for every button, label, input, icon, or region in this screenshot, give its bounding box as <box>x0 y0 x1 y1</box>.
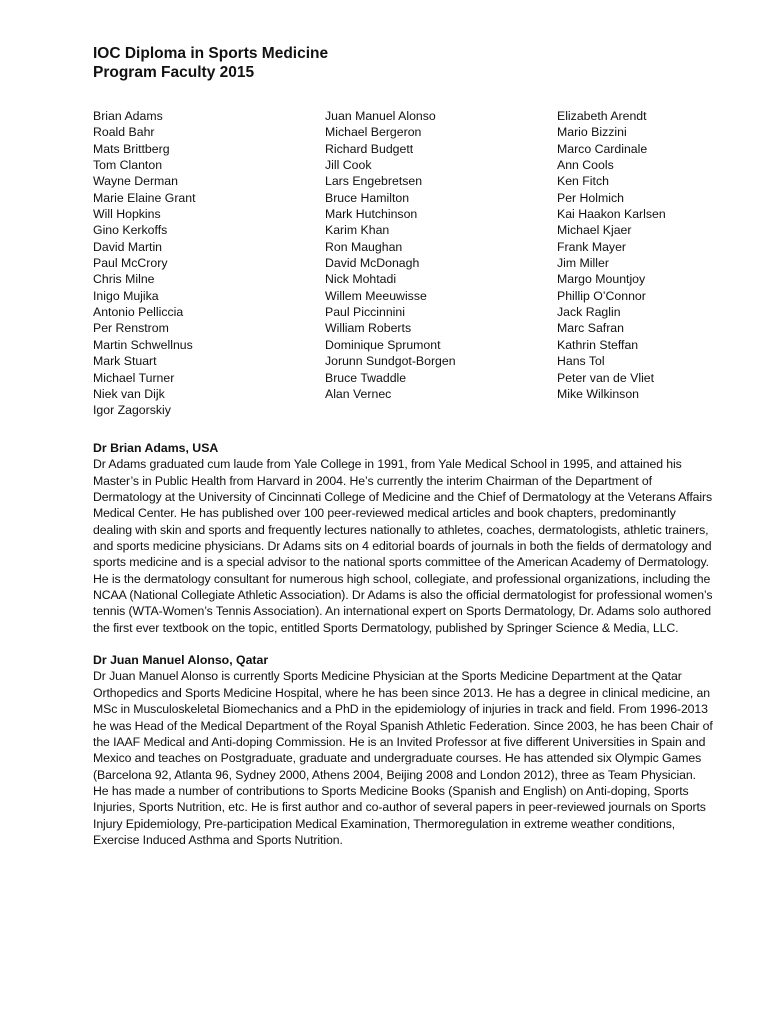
faculty-name: Paul Piccinnini <box>325 305 405 320</box>
faculty-name: Mike Wilkinson <box>557 386 639 401</box>
bio-text: Dr Juan Manuel Alonso is currently Sports Medicine Physician at the Sports Medicine Department at the Qatar Orthopedics and Sports Medicine Hospital, where he has been since 2013. He has a degree in clinical medicine, an MSc in Musculoskeletal Biomechanics and a PhD in the epidemiology of injuries in track and field. From 1996-2013 he was Head of the Medical Department of the Royal Spanish Athletic Federation. Since 2003, he has been Chair of the IAAF Medical and Anti-doping Commission. He is an Invited Professor at five different Universities in Spain and Mexico and teaches on Postgraduate, graduate and undergraduate courses. He has attended six Olympic Games (Barcelona 92, Atlanta 96, Sydney 2000, Athens 2004, Beijing 2008 and London 2012), three as Team Physician. He has made a number of contributions to Sports Medicine Books (Spanish and English) on Anti-doping, Sports Injuries, Sports Nutrition, etc. He is first author and co-author of several papers in peer-reviewed journals on Sports Injury Epidemiology, Pre-participation Medical Examination, Thermoregulation in extreme weather conditions, Exercise Induced Asthma and Sports Nutrition. <box>93 669 713 847</box>
faculty-name: Martin Schwellnus <box>93 337 193 352</box>
faculty-name: Gino Kerkoffs <box>93 223 168 238</box>
faculty-name: Ron Maughan <box>325 239 403 254</box>
faculty-column-2 <box>325 108 456 402</box>
faculty-name: Elizabeth Arendt <box>557 109 647 123</box>
faculty-name: Marc Safran <box>557 321 624 336</box>
faculty-name: Bruce Twaddle <box>325 370 407 385</box>
faculty-name: Michael Kjaer <box>557 223 632 238</box>
faculty-name: Tom Clanton <box>93 158 163 173</box>
faculty-name: Mats Brittberg <box>93 141 170 156</box>
faculty-name: Roald Bahr <box>93 125 155 140</box>
faculty-name: Jim Miller <box>557 256 609 271</box>
faculty-name: Richard Budgett <box>325 141 414 156</box>
faculty-name: Jack Raglin <box>557 305 621 320</box>
faculty-column-3 <box>557 108 666 402</box>
faculty-list <box>93 108 713 418</box>
faculty-column-1 <box>93 108 196 419</box>
faculty-name: Hans Tol <box>557 354 605 369</box>
faculty-name: Marco Cardinale <box>557 141 648 156</box>
bio-heading: Dr Juan Manuel Alonso, Qatar <box>93 653 269 668</box>
faculty-name: Brian Adams <box>93 109 163 123</box>
faculty-name: Dominique Sprumont <box>325 337 441 352</box>
faculty-name: Willem Meeuwisse <box>325 288 427 303</box>
faculty-name: Kathrin Steffan <box>557 337 639 352</box>
faculty-name: Inigo Mujika <box>93 288 159 303</box>
faculty-name: Mark Hutchinson <box>325 207 418 222</box>
faculty-name: Bruce Hamilton <box>325 190 410 205</box>
bio-brian-adams <box>93 440 713 636</box>
faculty-name: Alan Vernec <box>325 386 392 401</box>
faculty-name: Marie Elaine Grant <box>93 190 196 205</box>
faculty-name: Will Hopkins <box>93 207 161 222</box>
faculty-name: William Roberts <box>325 321 412 336</box>
faculty-name: Frank Mayer <box>557 239 627 254</box>
faculty-name: Mario Bizzini <box>557 125 627 140</box>
title-line-2: Program Faculty 2015 <box>93 64 255 81</box>
document-title <box>93 44 713 82</box>
faculty-name: Per Renstrom <box>93 321 169 336</box>
faculty-name: Peter van de Vliet <box>557 370 655 385</box>
title-line-1: IOC Diploma in Sports Medicine <box>93 45 329 62</box>
faculty-name: Jill Cook <box>325 158 372 173</box>
faculty-name: Ken Fitch <box>557 174 609 189</box>
faculty-name: David Martin <box>93 239 163 254</box>
faculty-name: David McDonagh <box>325 256 420 271</box>
faculty-name: Antonio Pelliccia <box>93 305 184 320</box>
faculty-name: Ann Cools <box>557 158 614 173</box>
faculty-name: Nick Mohtadi <box>325 272 397 287</box>
faculty-name: Michael Bergeron <box>325 125 422 140</box>
faculty-name: Michael Turner <box>93 370 175 385</box>
faculty-name: Wayne Derman <box>93 174 178 189</box>
document-page <box>93 44 713 848</box>
faculty-name: Per Holmich <box>557 190 624 205</box>
faculty-name: Paul McCrory <box>93 256 168 271</box>
faculty-name: Karim Khan <box>325 223 390 238</box>
bio-juan-manuel-alonso <box>93 652 713 848</box>
bio-text: Dr Adams graduated cum laude from Yale College in 1991, from Yale Medical School in 1995, and attained his Master’s in Public Health from Harvard in 2004. He’s currently the interim Chairman of the Department of Dermatology at the University of Cincinnati College of Medicine and the Chief of Dermatology at the Veterans Affairs Medical Center. He has published over 100 peer-reviewed medical articles and book chapters, predominantly dealing with skin and sports and frequently lectures nationally to athletes, coaches, dermatologists, athletic trainers, and sports medicine physicians. Dr Adams sits on 4 editorial boards of journals in both the fields of dermatology and sports medicine and is a special advisor to the national sports committee of the American Academy of Dermatology. He is the dermatology consultant for numerous high school, collegiate, and professional organizations, including the NCAA (National Collegiate Athletic Association). Dr Adams is also the official dermatologist for professional women’s tennis (WTA-Women’s Tennis Association). An international expert on Sports Dermatology, Dr. Adams solo authored the first ever textbook on the topic, entitled Sports Dermatology, published by Springer Science & Media, LLC. <box>93 457 713 635</box>
faculty-name: Chris Milne <box>93 272 155 287</box>
faculty-name: Kai Haakon Karlsen <box>557 207 666 222</box>
faculty-name: Juan Manuel Alonso <box>325 109 436 123</box>
faculty-name: Niek van Dijk <box>93 386 165 401</box>
faculty-name: Phillip O’Connor <box>557 288 646 303</box>
faculty-name: Mark Stuart <box>93 354 157 369</box>
faculty-name: Igor Zagorskiy <box>93 403 171 418</box>
faculty-name: Lars Engebretsen <box>325 174 423 189</box>
faculty-name: Margo Mountjoy <box>557 272 646 287</box>
faculty-name: Jorunn Sundgot-Borgen <box>325 354 456 369</box>
bio-heading: Dr Brian Adams, USA <box>93 441 219 455</box>
